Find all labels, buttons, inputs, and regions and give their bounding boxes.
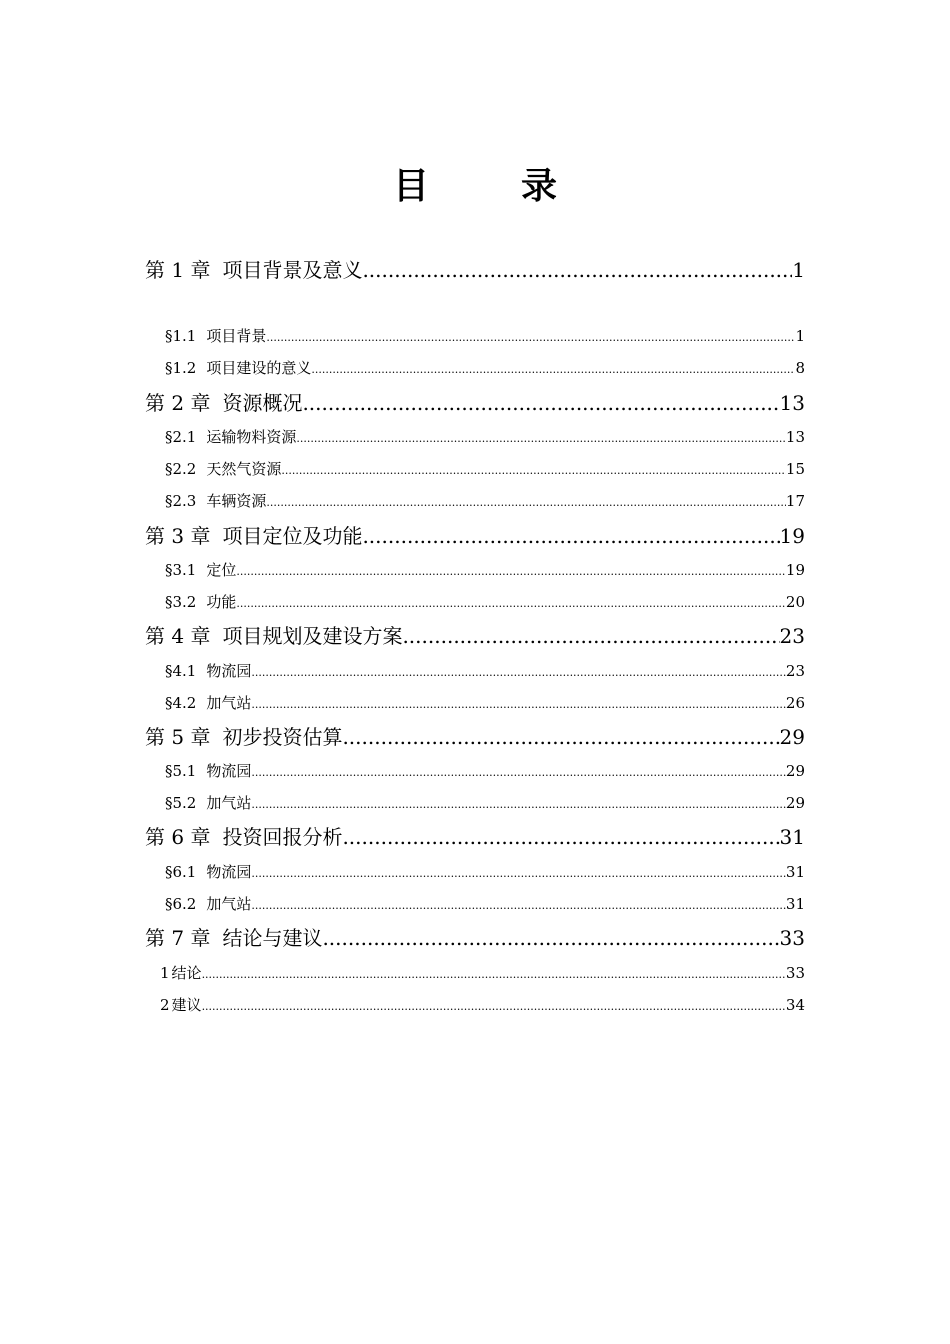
- toc-entry-number: §4.1: [165, 662, 197, 680]
- toc-entry-number: 2: [160, 996, 170, 1014]
- toc-entry-page: 8: [795, 359, 805, 377]
- dot-leader: [266, 489, 786, 513]
- toc-section-5-1[interactable]: [165, 759, 805, 783]
- toc-entry-number: 第 4 章: [145, 624, 211, 648]
- toc-section-4-1[interactable]: [165, 659, 805, 683]
- dot-leader: [251, 759, 786, 783]
- toc-entry-page: 13: [785, 428, 805, 446]
- toc-entry-label: 功能: [206, 593, 237, 611]
- dot-leader: [202, 993, 786, 1017]
- toc-entry-number: 1: [160, 964, 170, 982]
- dot-leader: [251, 791, 786, 815]
- toc-entry-label: 结论: [171, 964, 202, 982]
- toc-entry-number: §3.2: [165, 593, 197, 611]
- dot-leader: [402, 621, 779, 651]
- toc-entry-page: 31: [779, 825, 805, 849]
- toc-section-5-2[interactable]: [165, 791, 805, 815]
- toc-entry-page: 31: [785, 895, 805, 913]
- dot-leader: [236, 590, 786, 614]
- toc-entry-label: 建议: [171, 996, 202, 1014]
- toc-entry-label: 项目背景: [206, 327, 267, 345]
- toc-entry-number: §1.2: [165, 359, 197, 377]
- toc-entry-number: §6.1: [165, 863, 197, 881]
- toc-entry-page: 29: [785, 794, 805, 812]
- toc-entry-page: 13: [779, 391, 805, 415]
- toc-section-1-2[interactable]: [165, 356, 805, 380]
- dot-leader: [322, 923, 779, 953]
- toc-entry-label: 项目定位及功能: [222, 524, 363, 548]
- toc-entry-label: 项目规划及建设方案: [222, 624, 403, 648]
- toc-item-conclusion[interactable]: [160, 961, 805, 985]
- toc-entry-page: 20: [785, 593, 805, 611]
- toc-entry-label: 加气站: [206, 794, 252, 812]
- toc-entry-page: 29: [779, 725, 805, 749]
- toc-entry-number: 第 6 章: [145, 825, 211, 849]
- toc-entry-label: 资源概况: [222, 391, 303, 415]
- toc-entry-page: 15: [785, 460, 805, 478]
- toc-chapter-7[interactable]: [145, 923, 805, 953]
- toc-chapter-1[interactable]: [145, 255, 805, 285]
- toc-section-3-1[interactable]: [165, 558, 805, 582]
- toc-entry-label: 投资回报分析: [222, 825, 343, 849]
- toc-section-2-2[interactable]: [165, 457, 805, 481]
- dot-leader: [266, 324, 795, 348]
- toc-entry-number: 第 7 章: [145, 926, 211, 950]
- toc-entry-label: 项目建设的意义: [206, 359, 312, 377]
- toc-entry-page: 23: [779, 624, 805, 648]
- toc-item-suggestion[interactable]: [160, 993, 805, 1017]
- toc-chapter-2[interactable]: [145, 388, 805, 418]
- toc-section-4-2[interactable]: [165, 691, 805, 715]
- dot-leader: [362, 255, 792, 285]
- toc-entry-number: §2.3: [165, 492, 197, 510]
- toc-section-2-1[interactable]: [165, 425, 805, 449]
- dot-leader: [302, 388, 779, 418]
- dot-leader: [251, 892, 786, 916]
- toc-entry-number: 第 2 章: [145, 391, 211, 415]
- dot-leader: [251, 659, 786, 683]
- toc-chapter-6[interactable]: [145, 822, 805, 852]
- toc-entry-number: §2.1: [165, 428, 197, 446]
- toc-section-2-3[interactable]: [165, 489, 805, 513]
- toc-section-6-2[interactable]: [165, 892, 805, 916]
- toc-entry-label: 物流园: [206, 762, 252, 780]
- dot-leader: [251, 860, 786, 884]
- toc-entry-label: 运输物料资源: [206, 428, 297, 446]
- toc-entry-label: 项目背景及意义: [222, 258, 363, 282]
- dot-leader: [202, 961, 786, 985]
- dot-leader: [362, 521, 779, 551]
- toc-entry-page: 33: [785, 964, 805, 982]
- toc-entry-page: 26: [785, 694, 805, 712]
- dot-leader: [311, 356, 795, 380]
- dot-leader: [236, 558, 786, 582]
- toc-title: 目 录: [392, 165, 585, 207]
- toc-entry-number: 第 3 章: [145, 524, 211, 548]
- toc-chapter-3[interactable]: [145, 521, 805, 551]
- toc-entry-page: 17: [785, 492, 805, 510]
- toc-entry-label: 加气站: [206, 694, 252, 712]
- toc-entry-page: 1: [792, 258, 805, 282]
- toc-entry-label: 定位: [206, 561, 237, 579]
- toc-entry-label: 车辆资源: [206, 492, 267, 510]
- toc-entry-label: 物流园: [206, 863, 252, 881]
- toc-chapter-4[interactable]: [145, 621, 805, 651]
- toc-section-1-1[interactable]: [165, 324, 805, 348]
- toc-entry-number: §2.2: [165, 460, 197, 478]
- dot-leader: [342, 722, 779, 752]
- toc-entry-page: 23: [785, 662, 805, 680]
- toc-entry-label: 初步投资估算: [222, 725, 343, 749]
- toc-entry-page: 29: [785, 762, 805, 780]
- toc-entry-number: 第 5 章: [145, 725, 211, 749]
- toc-chapter-5[interactable]: [145, 722, 805, 752]
- toc-entry-number: 第 1 章: [145, 258, 211, 282]
- dot-leader: [296, 425, 786, 449]
- toc-entry-number: §1.1: [165, 327, 197, 345]
- toc-entry-page: 1: [795, 327, 805, 345]
- toc-entry-label: 物流园: [206, 662, 252, 680]
- toc-entry-page: 34: [785, 996, 805, 1014]
- toc-entry-label: 加气站: [206, 895, 252, 913]
- toc-entry-number: §4.2: [165, 694, 197, 712]
- toc-entry-page: 19: [785, 561, 805, 579]
- toc-entry-number: §6.2: [165, 895, 197, 913]
- toc-section-6-1[interactable]: [165, 860, 805, 884]
- toc-entry-number: §5.2: [165, 794, 197, 812]
- toc-section-3-2[interactable]: [165, 590, 805, 614]
- toc-entry-label: 天然气资源: [206, 460, 282, 478]
- toc-entry-page: 33: [779, 926, 805, 950]
- dot-leader: [342, 822, 779, 852]
- toc-entry-number: §3.1: [165, 561, 197, 579]
- toc-entry-page: 19: [779, 524, 805, 548]
- toc-entry-label: 结论与建议: [222, 926, 323, 950]
- dot-leader: [281, 457, 786, 481]
- toc-entry-number: §5.1: [165, 762, 197, 780]
- toc-entry-page: 31: [785, 863, 805, 881]
- dot-leader: [251, 691, 786, 715]
